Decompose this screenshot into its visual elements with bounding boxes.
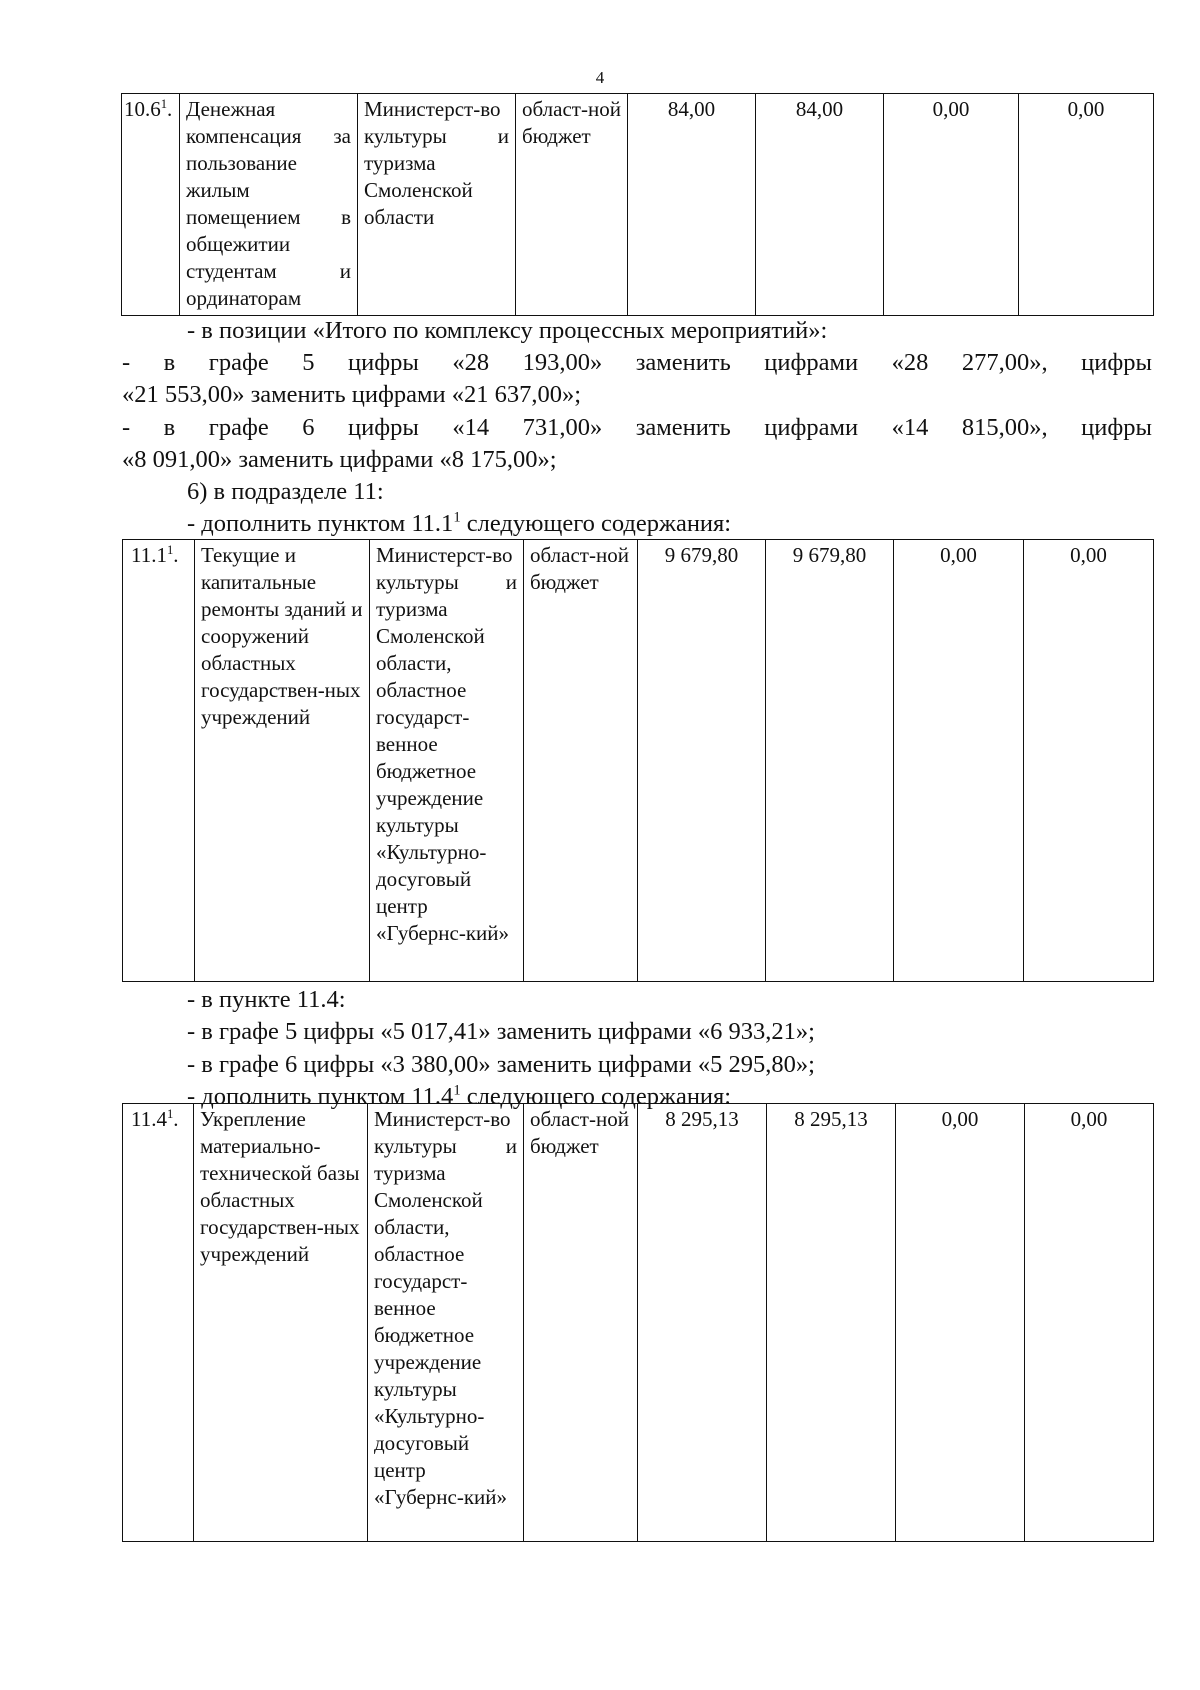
value-year-1: 9 679,80 — [766, 540, 894, 982]
value-year-2: 0,00 — [884, 94, 1019, 316]
table-row-10-6-1 — [121, 93, 1154, 316]
paragraph-column-5-b: «21 553,00» заменить цифрами «21 637,00»; — [122, 381, 582, 408]
value-year-1: 8 295,13 — [767, 1104, 896, 1542]
paragraph-column-6-b: «8 091,00» заменить цифрами «8 175,00»; — [122, 446, 557, 473]
paragraph-add-11-1: - дополнить пунктом 11.1$^1$ следующего содержания: — [187, 509, 732, 537]
paragraph-column-5-a: - в графе 5 цифры «28 193,00» заменить цифрами «28 277,00», цифры — [122, 349, 1152, 376]
executor: Министерст-во культуры и туризма Смоленской области, областное государст-венное бюджетное учреждение культуры «Культурно-досуговый центр «Губернс-кий» — [368, 1104, 524, 1542]
value-total: 84,00 — [628, 94, 756, 316]
executor: Министерст-во культуры и туризма Смоленской области — [358, 94, 516, 316]
paragraph-subsection-11: 6) в подразделе 11: — [187, 478, 384, 505]
funding-source: област-ной бюджет — [524, 1104, 638, 1542]
measure-name: Денежная компенсация за пользование жилым помещением в общежитии студентам и ординаторам — [180, 94, 358, 316]
value-year-2: 0,00 — [896, 1104, 1025, 1542]
value-year-3: 0,00 — [1019, 94, 1154, 316]
value-total: 8 295,13 — [638, 1104, 767, 1542]
value-year-1: 84,00 — [756, 94, 884, 316]
row-number: 11.4$^1$. — [123, 1104, 194, 1542]
value-year-2: 0,00 — [894, 540, 1024, 982]
table-row-11-4-1 — [122, 1103, 1154, 1542]
paragraph-total-position: - в позиции «Итого по комплексу процессных мероприятий»: — [187, 317, 828, 344]
paragraph-11-4-column-6: - в графе 6 цифры «3 380,00» заменить цифрами «5 295,80»; — [187, 1051, 815, 1078]
page-number: 4 — [595, 68, 605, 87]
funding-source: област-ной бюджет — [524, 540, 638, 982]
executor: Министерст-во культуры и туризма Смоленской области, областное государст-венное бюджетное учреждение культуры «Культурно-досуговый центр «Губернс-кий» — [370, 540, 524, 982]
row-number: 10.6$^1$. — [122, 94, 180, 316]
row-number: 11.1$^1$. — [123, 540, 195, 982]
measure-name: Укрепление материально-технической базы областных государствен-ных учреждений — [194, 1104, 368, 1542]
paragraph-item-11-4: - в пункте 11.4: — [187, 986, 346, 1013]
paragraph-column-6-a: - в графе 6 цифры «14 731,00» заменить цифрами «14 815,00», цифры — [122, 414, 1152, 441]
measure-name: Текущие и капитальные ремонты зданий и сооружений областных государствен-ных учреждений — [195, 540, 370, 982]
value-year-3: 0,00 — [1025, 1104, 1154, 1542]
table-row-11-1-1 — [122, 539, 1154, 982]
value-total: 9 679,80 — [638, 540, 766, 982]
paragraph-11-4-column-5: - в графе 5 цифры «5 017,41» заменить цифрами «6 933,21»; — [187, 1018, 815, 1045]
paragraph-add-11-4: - дополнить пунктом 11.4$^1$ следующего содержания: — [187, 1082, 732, 1110]
value-year-3: 0,00 — [1024, 540, 1154, 982]
funding-source: област-ной бюджет — [516, 94, 628, 316]
